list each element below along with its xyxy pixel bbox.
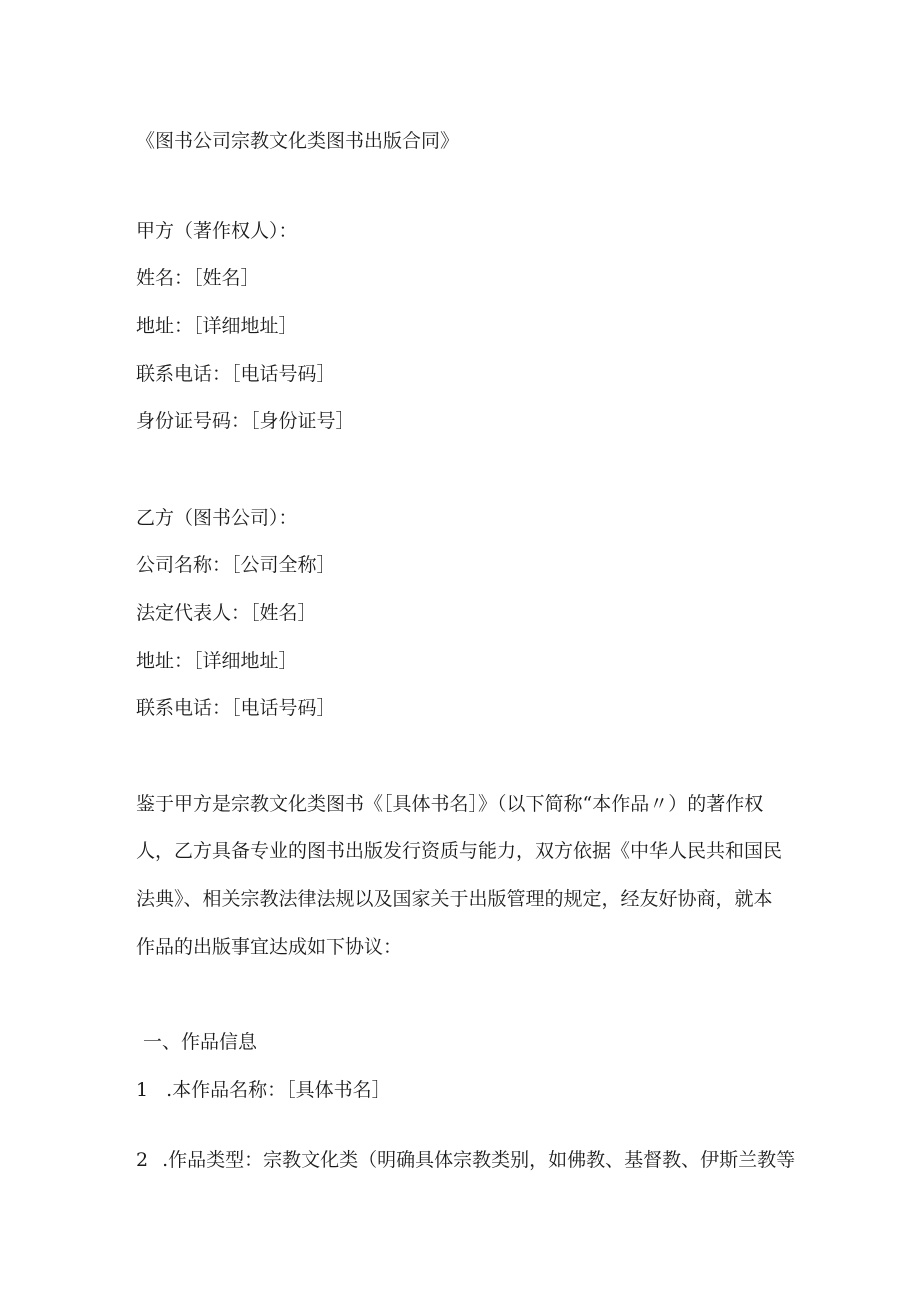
party-a-address-field [136, 314, 298, 338]
field-value: ［姓名］ [250, 602, 317, 624]
field-value: ［姓名］ [193, 267, 260, 289]
field-label: 公司名称： [136, 554, 232, 576]
field-value: ［详细地址］ [193, 650, 298, 672]
item-text: .本作品名称：［具体书名］ [166, 1079, 391, 1101]
section-1-item-2 [136, 1148, 795, 1172]
item-number: 2 [136, 1149, 149, 1171]
preamble-line-1: 鉴于甲方是宗教文化类图书《［具体书名］》（以下简称“本作品〃）的著作权 [136, 793, 764, 815]
field-label: 联系电话： [136, 697, 232, 719]
preamble-line-4: 作品的出版事宜达成如下协议： [136, 936, 403, 958]
party-b-company-field [136, 553, 336, 577]
section-1-item-1 [136, 1078, 391, 1102]
party-a-heading: 甲方（著作权人）： [136, 220, 298, 242]
party-b-address-field [136, 649, 298, 673]
party-a-phone-field [136, 362, 336, 386]
item-number: 1 [136, 1079, 149, 1101]
field-label: 身份证号码： [136, 410, 251, 432]
field-label: 法定代表人： [136, 602, 251, 624]
section-1-heading: 一、作品信息 [143, 1031, 258, 1053]
contract-title: 《图书公司宗教文化类图书出版合同》 [136, 130, 460, 152]
field-value: ［公司全称］ [231, 554, 336, 576]
item-text: .作品类型：宗教文化类（明确具体宗教类别，如佛教、基督教、伊斯兰教等 [162, 1149, 796, 1171]
field-value: ［详细地址］ [193, 315, 298, 337]
field-label: 地址： [136, 650, 194, 672]
preamble-line-3: 法典》、相关宗教法律法规以及国家关于出版管理的规定，经友好协商，就本 [136, 888, 773, 910]
party-b-heading: 乙方（图书公司）： [136, 507, 298, 529]
field-value: ［身份证号］ [250, 410, 355, 432]
party-a-name-field [136, 266, 260, 290]
preamble-line-2: 人，乙方具备专业的图书出版发行资质与能力，双方依据《中华人民共和国民 [136, 840, 783, 862]
field-label: 地址： [136, 315, 194, 337]
party-b-representative-field [136, 601, 317, 625]
party-a-id-field [136, 409, 355, 433]
party-b-phone-field [136, 696, 336, 720]
field-value: ［电话号码］ [231, 363, 336, 385]
field-value: ［电话号码］ [231, 697, 336, 719]
field-label: 姓名： [136, 267, 194, 289]
field-label: 联系电话： [136, 363, 232, 385]
